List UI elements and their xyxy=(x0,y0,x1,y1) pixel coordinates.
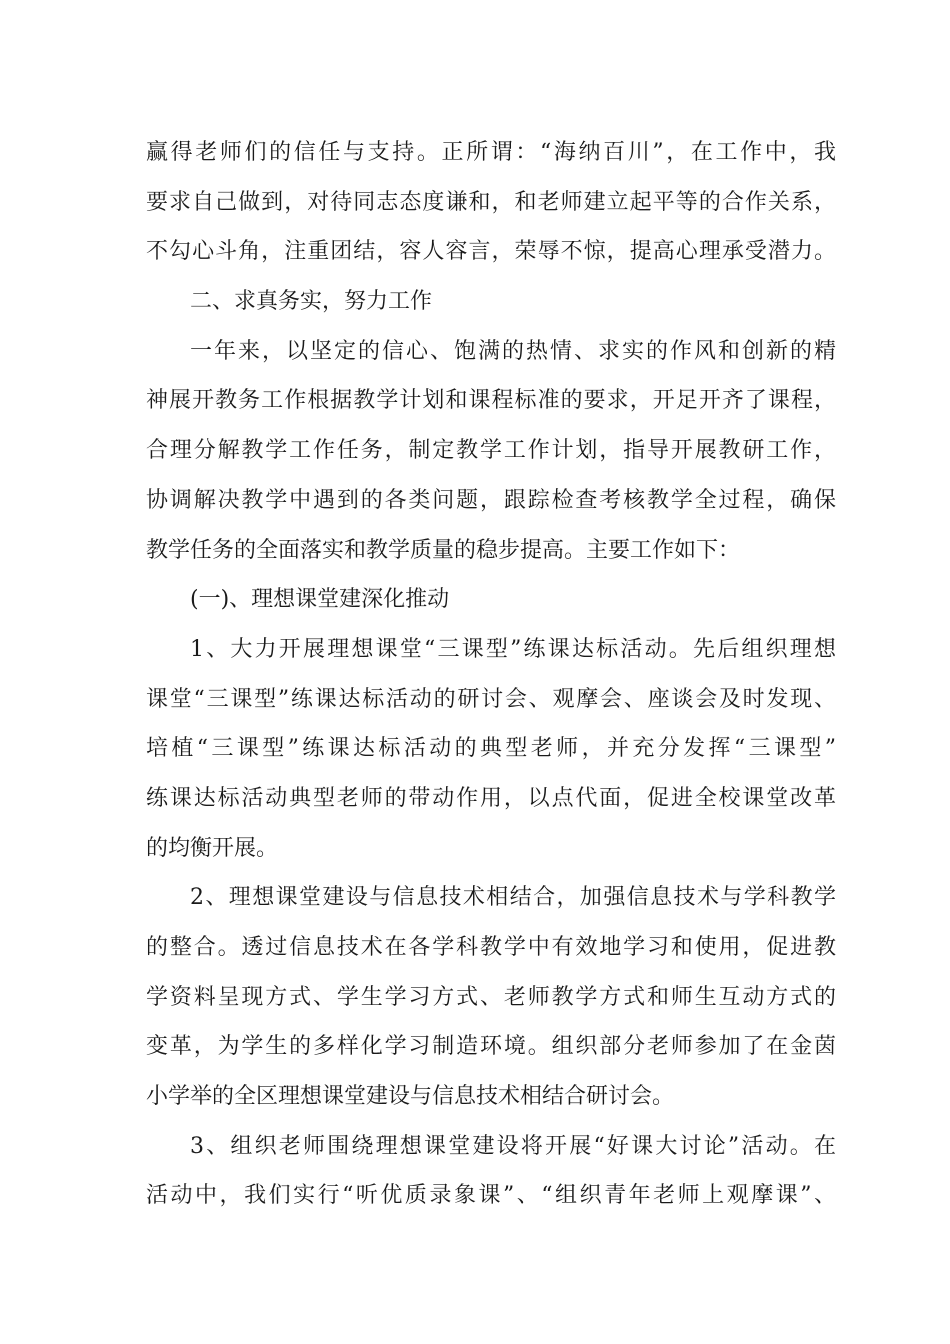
text-line: 3、组织老师围绕理想课堂建设将开展“好课大讨论”活动。在 xyxy=(190,1133,836,1159)
body-text xyxy=(146,133,836,1226)
text-line: 课堂“三课型”练课达标活动的研讨会、观摩会、座谈会及时发现、 xyxy=(146,686,836,712)
text-line: 协调解决教学中遇到的各类问题，跟踪检查考核教学全过程，确保 xyxy=(146,487,836,513)
text-line: 二、求真务实，努力工作 xyxy=(190,289,433,315)
text-line: 2、理想课堂建设与信息技术相结合，加强信息技术与学科教学 xyxy=(190,885,836,911)
text-line: 的整合。透过信息技术在各学科教学中有效地学习和使用，促进教 xyxy=(146,935,836,960)
text-line: 不勾心斗角，注重团结，容人容言，荣辱不惊，提高心理承受潜力。 xyxy=(146,239,836,265)
text-line: 合理分解教学工作任务，制定教学工作计划，指导开展教研工作， xyxy=(146,438,836,464)
text-line: (一)、理想课堂建深化推动 xyxy=(190,587,450,613)
text-line: 变革，为学生的多样化学习制造环境。组织部分老师参加了在金茵 xyxy=(146,1034,836,1060)
text-line: 神展开教务工作根据教学计划和课程标准的要求，开足开齐了课程， xyxy=(146,388,836,414)
text-line: 活动中，我们实行“听优质录象课”、“组织青年老师上观摩课”、 xyxy=(146,1183,836,1209)
text-line: 学资料呈现方式、学生学习方式、老师教学方式和师生互动方式的 xyxy=(146,984,836,1010)
text-line: 练课达标活动典型老师的带动作用，以点代面，促进全校课堂改革 xyxy=(146,785,836,811)
text-line: 要求自己做到，对待同志态度谦和，和老师建立起平等的合作关系， xyxy=(146,189,836,215)
text-line: 1、大力开展理想课堂“三课型”练课达标活动。先后组织理想 xyxy=(190,636,836,662)
text-line: 小学举的全区理想课堂建设与信息技术相结合研讨会。 xyxy=(146,1084,675,1110)
text-line: 教学任务的全面落实和教学质量的稳步提高。主要工作如下： xyxy=(146,537,741,563)
text-line: 赢得老师们的信任与支持。正所谓：“海纳百川”，在工作中，我 xyxy=(146,140,836,165)
text-line: 的均衡开展。 xyxy=(146,835,279,861)
text-line: 培植“三课型”练课达标活动的典型老师，并充分发挥“三课型” xyxy=(146,736,836,762)
text-line: 一年来，以坚定的信心、饱满的热情、求实的作风和创新的精 xyxy=(190,338,836,364)
